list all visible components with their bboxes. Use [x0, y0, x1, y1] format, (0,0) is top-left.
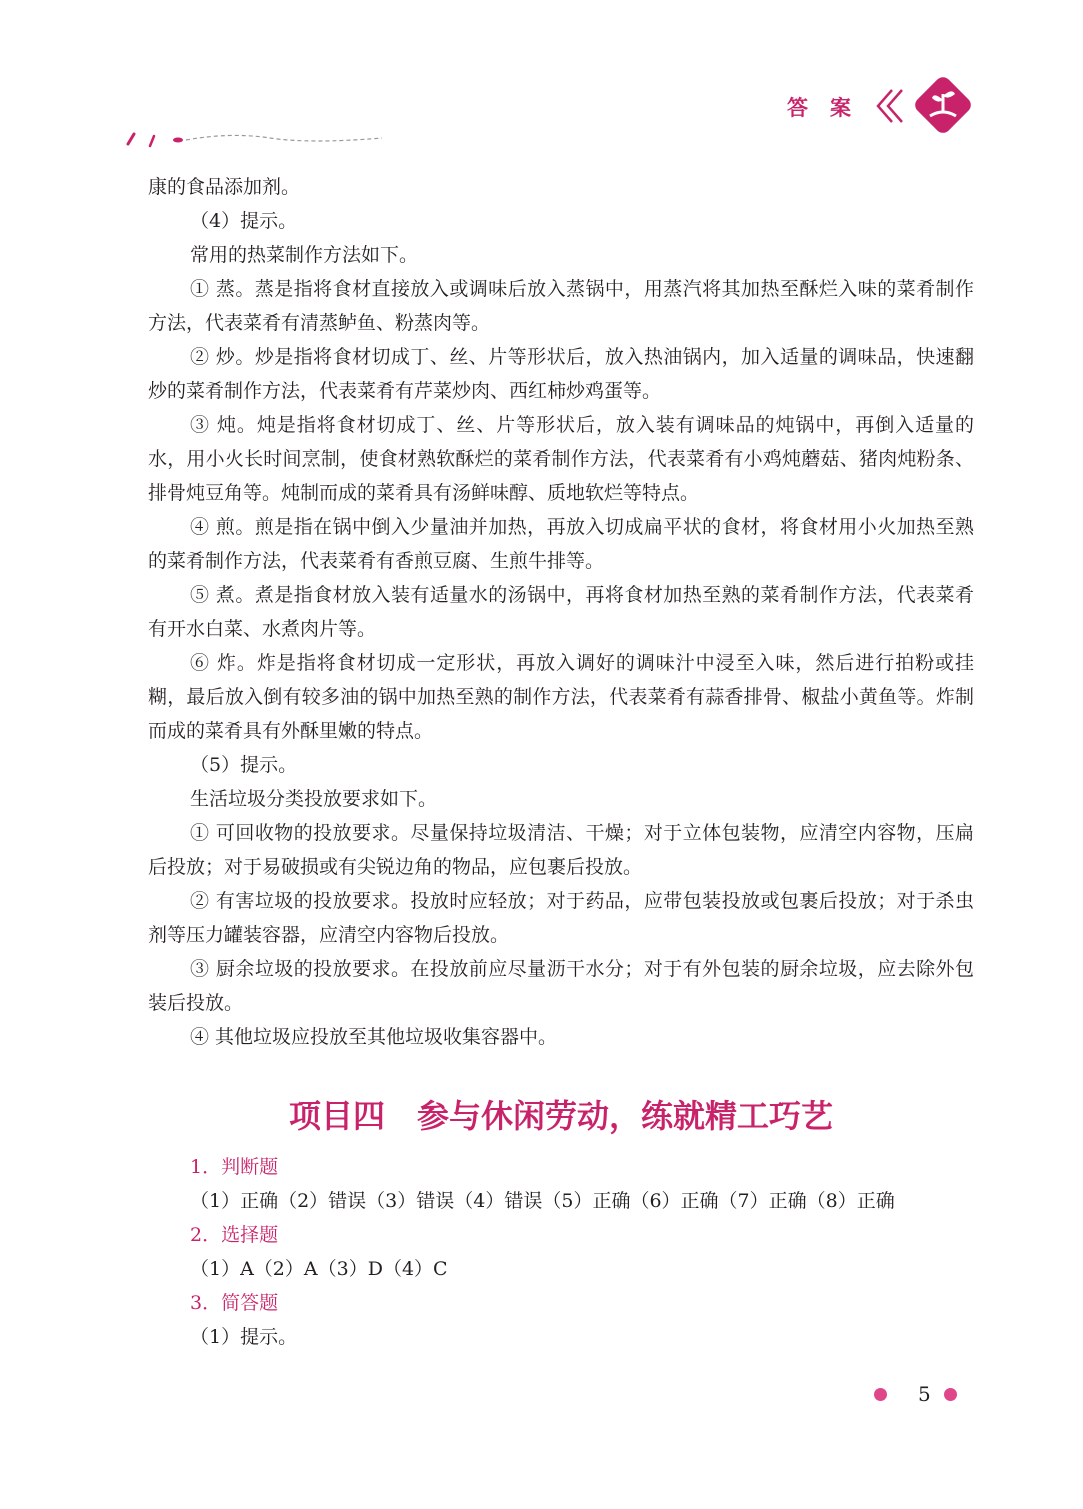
- paragraph: ④ 煎。煎是指在锅中倒入少量油并加热，再放入切成扁平状的食材，将食材用小火加热至熟的菜肴制作方法，代表菜肴有香煎豆腐、生煎牛排等。: [148, 516, 974, 572]
- header-title: 答案: [787, 96, 873, 120]
- dot-icon: [874, 1388, 887, 1401]
- question-heading: 1．判断题: [190, 1156, 279, 1178]
- question-heading: 2．选择题: [190, 1224, 279, 1246]
- answer-line: （1）正确（2）错误（3）错误（4）错误（5）正确（6）正确（7）正确（8）正确: [190, 1190, 895, 1212]
- paragraph: 生活垃圾分类投放要求如下。: [190, 788, 438, 810]
- chevron-left-icon: [870, 86, 910, 126]
- paragraph: ② 炒。炒是指将食材切成丁、丝、片等形状后，放入热油锅内，加入适量的调味品，快速翻炒的菜肴制作方法，代表菜肴有芹菜炒肉、西红柿炒鸡蛋等。: [148, 346, 974, 402]
- paragraph: ② 有害垃圾的投放要求。投放时应轻放；对于药品，应带包装投放或包裹后投放；对于杀虫剂等压力罐装容器，应清空内容物后投放。: [148, 890, 974, 946]
- paragraph: ③ 厨余垃圾的投放要求。在投放前应尽量沥干水分；对于有外包装的厨余垃圾，应去除外包装后投放。: [148, 958, 974, 1014]
- decorative-dashed-line: [120, 126, 390, 150]
- page-header: [0, 0, 1083, 160]
- paragraph: 康的食品添加剂。: [148, 176, 301, 198]
- spacer: [148, 1054, 974, 1080]
- section-title: 项目四 参与休闲劳动，练就精工巧艺: [288, 1097, 833, 1135]
- answer-line: （1）A（2）A（3）D（4）C: [190, 1258, 448, 1280]
- question-heading: 3．简答题: [190, 1292, 279, 1314]
- paragraph: ③ 炖。炖是指将食材切成丁、丝、片等形状后，放入装有调味品的炖锅中，再倒入适量的水，用小火长时间烹制，使食材熟软酥烂的菜肴制作方法，代表菜肴有小鸡炖蘑菇、猪肉炖粉条、排骨炖豆角等。炖制而成的菜肴具有汤鲜味醇、质地软烂等特点。: [148, 414, 974, 504]
- paragraph: 常用的热菜制作方法如下。: [190, 244, 419, 266]
- paragraph: ⑤ 煮。煮是指食材放入装有适量水的汤锅中，再将食材加热至熟的菜肴制作方法，代表菜肴有开水白菜、水煮肉片等。: [148, 584, 974, 640]
- answer-line: （1）提示。: [190, 1326, 298, 1348]
- paragraph: ④ 其他垃圾应投放至其他垃圾收集容器中。: [190, 1026, 558, 1048]
- paragraph: ⑥ 炸。炸是指将食材切成一定形状，再放入调好的调味汁中浸至入味，然后进行拍粉或挂糊，最后放入倒有较多油的锅中加热至熟的制作方法，代表菜肴有蒜香排骨、椒盐小黄鱼等。炸制而成的菜肴具有外酥里嫩的特点。: [148, 652, 974, 742]
- paragraph: ① 可回收物的投放要求。尽量保持垃圾清洁、干燥；对于立体包装物，应清空内容物，压扁后投放；对于易破损或有尖锐边角的物品，应包裹后投放。: [148, 822, 974, 878]
- dot-icon: [944, 1388, 957, 1401]
- page-content: [148, 170, 974, 1354]
- paragraph: （5）提示。: [190, 754, 298, 776]
- page-number: 5: [918, 1382, 931, 1406]
- paragraph: （4）提示。: [190, 210, 298, 232]
- plant-badge-icon: [910, 72, 976, 138]
- paragraph: ① 蒸。蒸是指将食材直接放入或调味后放入蒸锅中，用蒸汽将其加热至酥烂入味的菜肴制作方法，代表菜肴有清蒸鲈鱼、粉蒸肉等。: [148, 278, 974, 334]
